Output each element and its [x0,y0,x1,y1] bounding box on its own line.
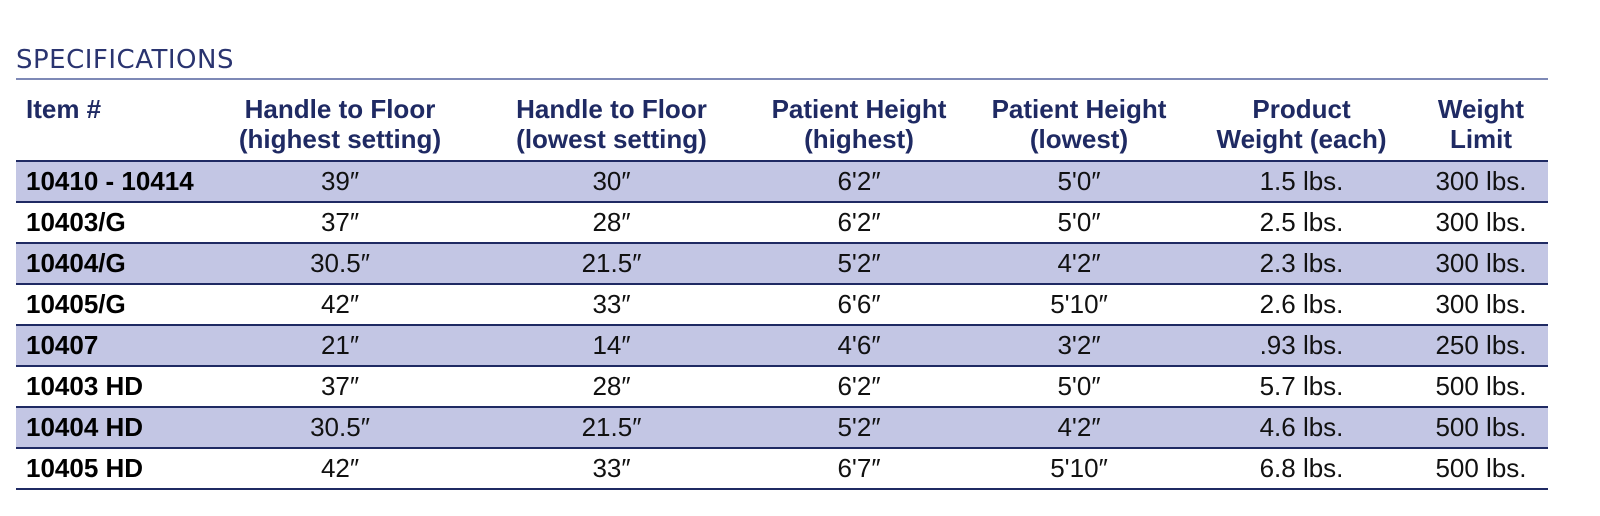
cell-product-weight: 2.5 lbs. [1189,202,1414,243]
cell-weight-limit: 250 lbs. [1414,325,1548,366]
cell-handle-floor-highest: 21″ [206,325,474,366]
cell-product-weight: 5.7 lbs. [1189,366,1414,407]
cell-patient-height-lowest: 4'2″ [969,407,1189,448]
header-line: (lowest setting) [516,124,707,154]
cell-item-number: 10403 HD [16,366,206,407]
cell-product-weight: 6.8 lbs. [1189,448,1414,489]
header-patient-height-highest [749,88,969,161]
cell-patient-height-highest: 6'6″ [749,284,969,325]
cell-item-number: 10403/G [16,202,206,243]
cell-handle-floor-highest: 30.5″ [206,243,474,284]
cell-patient-height-highest: 5'2″ [749,407,969,448]
header-line: Item # [26,94,102,124]
cell-handle-floor-highest: 42″ [206,284,474,325]
cell-handle-floor-highest: 42″ [206,448,474,489]
header-line: Handle to Floor [244,94,436,124]
cell-product-weight: 1.5 lbs. [1189,161,1414,202]
cell-patient-height-lowest: 5'0″ [969,366,1189,407]
table-header [16,88,1548,161]
cell-handle-floor-highest: 39″ [206,161,474,202]
cell-handle-floor-highest: 37″ [206,202,474,243]
header-line: (lowest) [1029,124,1129,154]
header-row [16,88,1548,161]
header-line: Weight (each) [1216,124,1387,154]
cell-patient-height-lowest: 5'0″ [969,161,1189,202]
header-weight-limit [1414,88,1548,161]
table-row [16,407,1548,448]
cell-product-weight: .93 lbs. [1189,325,1414,366]
cell-handle-floor-lowest: 28″ [474,202,749,243]
cell-handle-floor-lowest: 28″ [474,366,749,407]
cell-patient-height-lowest: 5'10″ [969,448,1189,489]
title-divider [16,78,1548,80]
table-row [16,284,1548,325]
cell-product-weight: 4.6 lbs. [1189,407,1414,448]
cell-weight-limit: 500 lbs. [1414,448,1548,489]
cell-patient-height-highest: 6'2″ [749,161,969,202]
specifications-table [16,88,1548,490]
table-row [16,161,1548,202]
header-line: Handle to Floor [516,94,707,124]
header-item-number [16,88,206,161]
header-handle-floor-highest [206,88,474,161]
cell-handle-floor-lowest: 21.5″ [474,243,749,284]
cell-weight-limit: 300 lbs. [1414,243,1548,284]
header-line: Limit [1449,124,1513,154]
cell-product-weight: 2.3 lbs. [1189,243,1414,284]
cell-patient-height-lowest: 5'10″ [969,284,1189,325]
cell-handle-floor-highest: 37″ [206,366,474,407]
cell-weight-limit: 300 lbs. [1414,284,1548,325]
cell-handle-floor-lowest: 33″ [474,448,749,489]
header-line: (highest setting) [238,124,442,154]
cell-weight-limit: 300 lbs. [1414,161,1548,202]
cell-item-number: 10404/G [16,243,206,284]
cell-item-number: 10405/G [16,284,206,325]
cell-patient-height-highest: 6'2″ [749,202,969,243]
cell-weight-limit: 500 lbs. [1414,366,1548,407]
table-row [16,202,1548,243]
section-title: SPECIFICATIONS [16,45,234,75]
cell-patient-height-lowest: 3'2″ [969,325,1189,366]
table-row [16,366,1548,407]
header-line: (highest) [804,124,914,154]
header-line: Patient Height [991,94,1167,124]
table-row [16,325,1548,366]
cell-patient-height-lowest: 4'2″ [969,243,1189,284]
cell-patient-height-highest: 6'2″ [749,366,969,407]
table-row [16,448,1548,489]
cell-handle-floor-lowest: 33″ [474,284,749,325]
header-line: Product [1252,94,1351,124]
cell-patient-height-lowest: 5'0″ [969,202,1189,243]
cell-item-number: 10405 HD [16,448,206,489]
header-patient-height-lowest [969,88,1189,161]
header-product-weight [1189,88,1414,161]
cell-weight-limit: 300 lbs. [1414,202,1548,243]
cell-weight-limit: 500 lbs. [1414,407,1548,448]
cell-handle-floor-highest: 30.5″ [206,407,474,448]
table-row [16,243,1548,284]
table-body [16,161,1548,489]
cell-patient-height-highest: 4'6″ [749,325,969,366]
header-line: Patient Height [771,94,947,124]
cell-patient-height-highest: 6'7″ [749,448,969,489]
cell-product-weight: 2.6 lbs. [1189,284,1414,325]
cell-item-number: 10407 [16,325,206,366]
header-line: Weight [1437,94,1525,124]
cell-handle-floor-lowest: 30″ [474,161,749,202]
cell-patient-height-highest: 5'2″ [749,243,969,284]
header-handle-floor-lowest [474,88,749,161]
cell-handle-floor-lowest: 14″ [474,325,749,366]
cell-handle-floor-lowest: 21.5″ [474,407,749,448]
cell-item-number: 10404 HD [16,407,206,448]
cell-item-number: 10410 - 10414 [16,161,206,202]
